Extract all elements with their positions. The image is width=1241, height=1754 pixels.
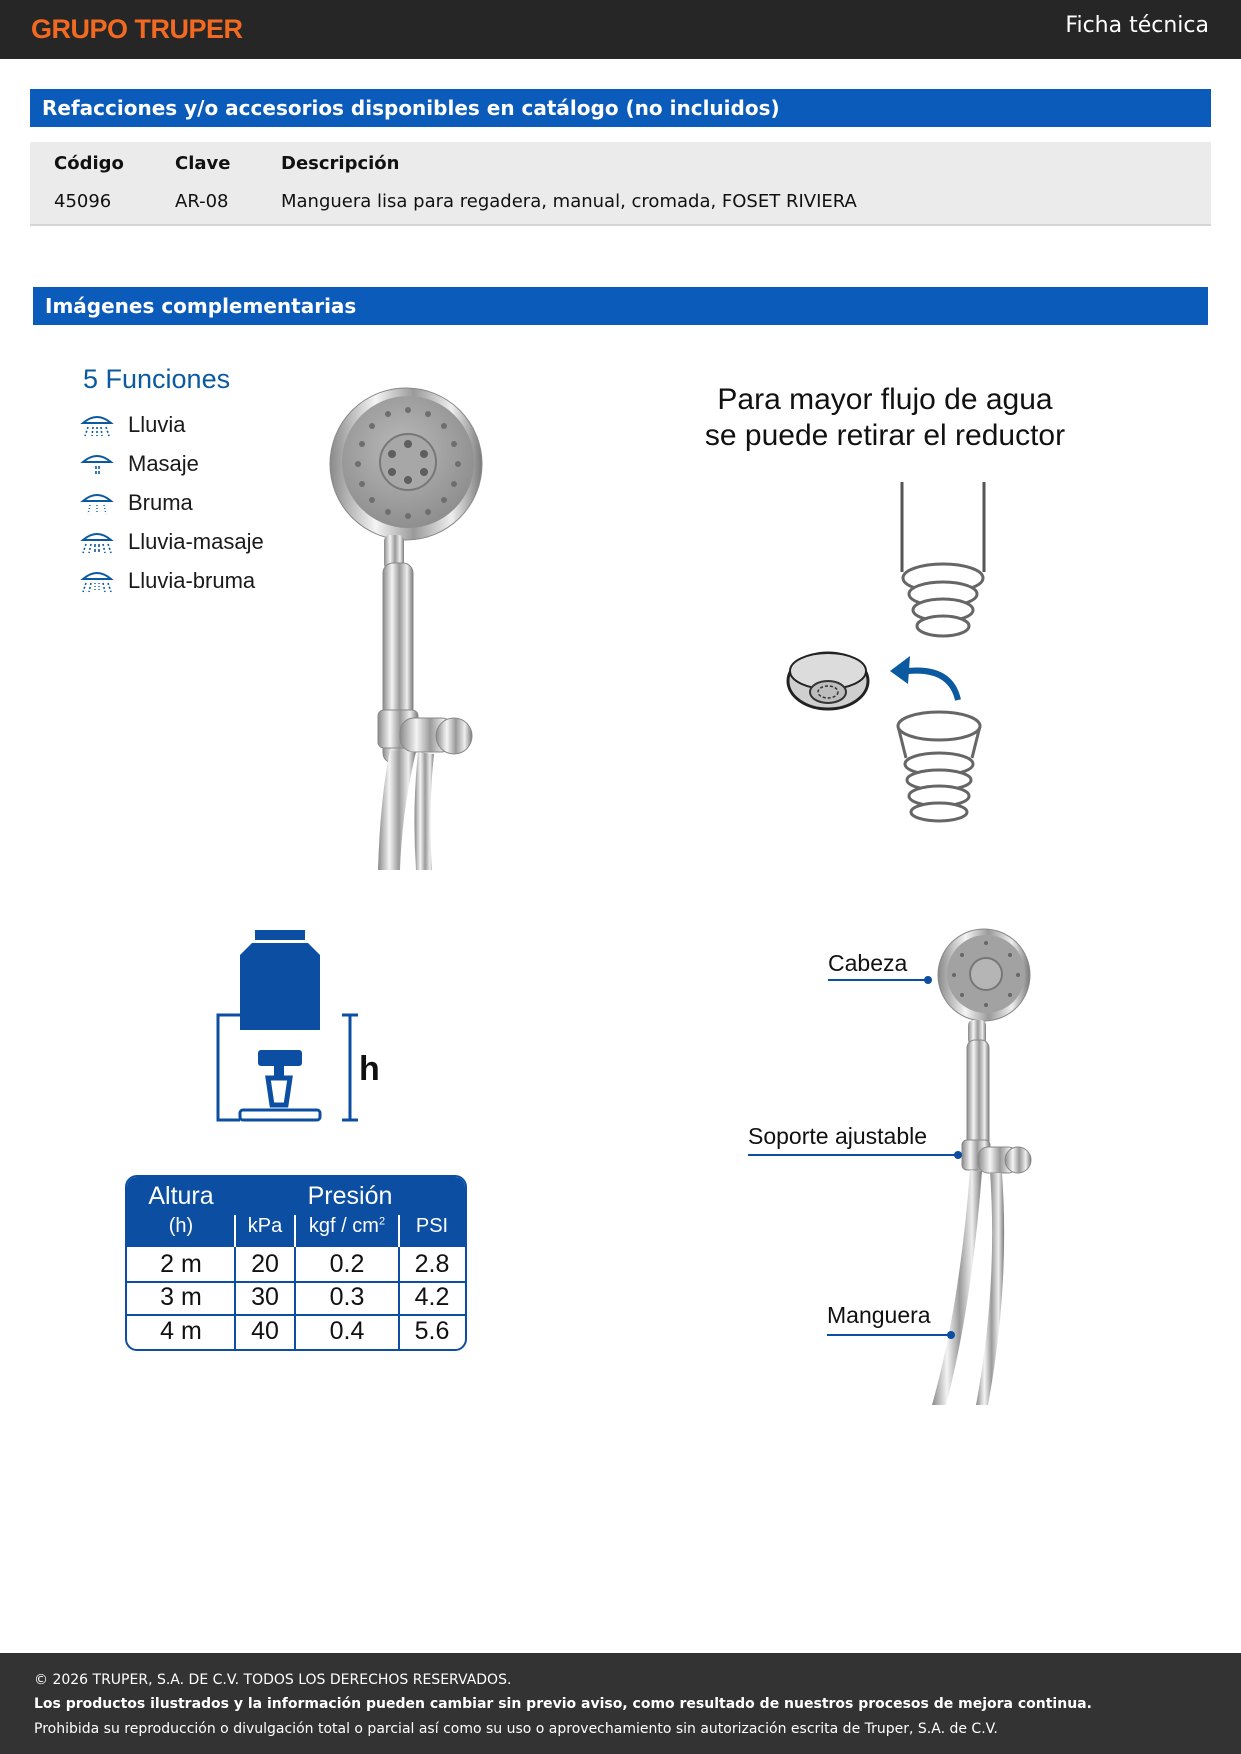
- column-header-codigo: Código: [54, 153, 124, 174]
- part-label-soporte: Soporte ajustable: [748, 1123, 928, 1149]
- reducer-caption-line1: Para mayor flujo de agua: [717, 383, 1053, 416]
- kpa-header: kPa: [247, 1215, 283, 1237]
- reducer-caption-line2: se puede retirar el reductor: [704, 419, 1066, 452]
- leader-line: [748, 1150, 963, 1160]
- cell-kpa: 20: [251, 1250, 279, 1278]
- kgf-header-text: kgf / cm: [308, 1215, 379, 1237]
- reducer-caption: [640, 382, 1130, 454]
- cell-psi: 2.8: [414, 1250, 450, 1278]
- row-divider: [127, 1314, 465, 1316]
- function-item-lluvia-bruma: [80, 566, 300, 598]
- rain-mist-spray-icon: [80, 569, 114, 595]
- document-type-title: Ficha técnica: [1065, 13, 1209, 38]
- cell-altura: 3 m: [160, 1283, 202, 1311]
- cell-kgf: 0.3: [329, 1283, 365, 1311]
- arrow-icon: [890, 656, 910, 684]
- column-header-clave: Clave: [175, 153, 231, 174]
- function-item-bruma: [80, 488, 300, 520]
- functions-title: 5 Funciones: [83, 364, 231, 394]
- accessories-table: [30, 142, 1211, 226]
- rain-spray-icon: [80, 413, 114, 439]
- header-divider: [234, 1215, 236, 1247]
- brand-logo: GRUPO TRUPER: [31, 14, 243, 44]
- cell-descripcion: Manguera lisa para regadera, manual, cromada, FOSET RIVIERA: [281, 191, 857, 212]
- psi-header: PSI: [415, 1215, 449, 1237]
- function-label: Bruma: [128, 490, 193, 515]
- footer: [0, 1653, 1241, 1754]
- height-label: h: [359, 1050, 380, 1088]
- shower-head-image: [320, 380, 490, 870]
- mist-spray-icon: [80, 491, 114, 517]
- cell-altura: 2 m: [160, 1250, 202, 1278]
- cell-psi: 4.2: [414, 1283, 450, 1311]
- function-item-lluvia: [80, 410, 300, 442]
- images-section-title: Imágenes complementarias: [33, 287, 1208, 325]
- top-header-bar: [0, 0, 1241, 59]
- accessories-section-title: Refacciones y/o accesorios disponibles en catálogo (no incluidos): [30, 89, 1211, 127]
- part-label-manguera: Manguera: [827, 1302, 931, 1328]
- height-diagram: [210, 925, 410, 1125]
- footer-copyright: © 2026 TRUPER, S.A. DE C.V. TODOS LOS DERECHOS RESERVADOS.: [34, 1672, 512, 1688]
- altura-header: Altura: [148, 1182, 214, 1210]
- pressure-table: [125, 1175, 467, 1351]
- cell-clave: AR-08: [175, 191, 229, 212]
- function-label: Lluvia: [128, 412, 186, 437]
- footer-prohibition: Prohibida su reproducción o divulgación total o parcial así como su uso o aprovechamiento sin autorización escrita de Truper, S.A. de C.V.: [34, 1721, 998, 1737]
- rain-massage-spray-icon: [80, 530, 114, 556]
- function-label: Masaje: [128, 451, 199, 476]
- kgf-header: [295, 1215, 399, 1238]
- reducer-removal-diagram: [780, 478, 1010, 838]
- leader-line: [828, 975, 933, 985]
- function-item-masaje: [80, 449, 300, 481]
- function-label: Lluvia-bruma: [128, 568, 256, 593]
- cell-psi: 5.6: [414, 1317, 450, 1345]
- altura-subheader: (h): [168, 1215, 194, 1237]
- footer-notice: Los productos ilustrados y la información pueden cambiar sin previo aviso, como resultado de nuestros procesos de mejora continua.: [34, 1696, 1092, 1712]
- function-label: Lluvia-masaje: [128, 529, 264, 554]
- part-label-cabeza: Cabeza: [828, 950, 908, 976]
- function-item-lluvia-masaje: [80, 527, 300, 559]
- cell-kgf: 0.4: [329, 1317, 365, 1345]
- cell-codigo: 45096: [54, 191, 112, 212]
- massage-spray-icon: [80, 452, 114, 478]
- presion-header: Presión: [307, 1182, 393, 1210]
- cell-kpa: 30: [251, 1283, 279, 1311]
- cell-kpa: 40: [251, 1317, 279, 1345]
- column-header-descripcion: Descripción: [281, 153, 400, 174]
- header-divider: [294, 1215, 296, 1247]
- cell-altura: 4 m: [160, 1317, 202, 1345]
- header-divider: [398, 1215, 400, 1247]
- kgf-header-superscript: 2: [378, 1215, 386, 1228]
- leader-line: [827, 1330, 957, 1340]
- cell-kgf: 0.2: [329, 1250, 365, 1278]
